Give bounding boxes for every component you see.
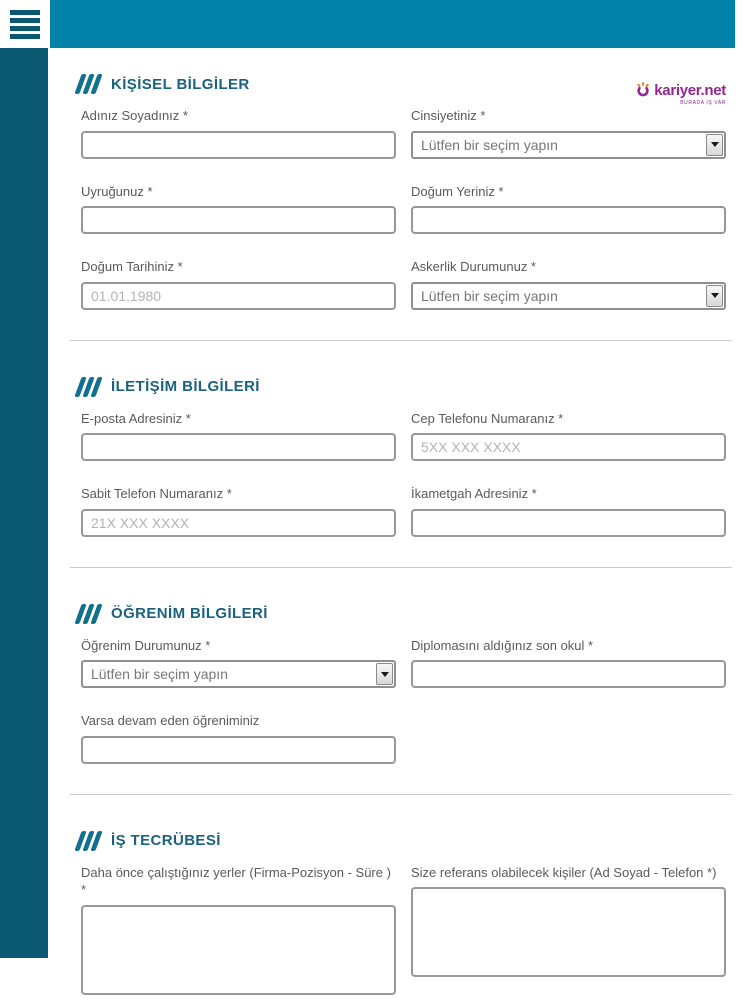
section-divider	[70, 340, 732, 341]
top-bar	[0, 0, 751, 48]
field-askerlik-durumunuz	[411, 258, 726, 310]
eposta-adresiniz-input[interactable]	[81, 433, 396, 461]
field-uyrugunuz	[81, 183, 396, 235]
form-content	[48, 48, 751, 958]
field-dogum-tarihiniz	[81, 258, 396, 310]
section-title-ogrenim-bilgileri	[48, 604, 751, 624]
dogum-yeriniz-input[interactable]	[411, 206, 726, 234]
section-is-tecrubesi	[48, 864, 751, 1000]
header-right-gap	[735, 0, 751, 48]
field-label: Adınız Soyadınız *	[81, 108, 188, 123]
field-cep-telefonu	[411, 410, 726, 462]
diploma-okul-input[interactable]	[411, 660, 726, 688]
field-dogum-yeriniz	[411, 183, 726, 235]
dogum-tarihiniz-input[interactable]	[81, 282, 396, 310]
ikametgah-adresiniz-input[interactable]	[411, 509, 726, 537]
field-label: Doğum Tarihiniz *	[81, 259, 183, 275]
devam-eden-ogrenim-input[interactable]	[81, 736, 396, 764]
logo-text: kariyer.net	[654, 82, 726, 99]
field-label: Sabit Telefon Numaranız *	[81, 486, 232, 502]
field-label: Doğum Yeriniz *	[411, 183, 504, 199]
triple-slash-icon	[74, 377, 102, 397]
adiniz-soyadiniz-input[interactable]	[81, 131, 396, 159]
select-value: Lütfen bir seçim yapın	[91, 666, 228, 683]
referans-kisiler-textarea[interactable]	[411, 887, 726, 977]
calistiginiz-yerler-textarea[interactable]	[81, 905, 396, 995]
sabit-telefon-input[interactable]	[81, 509, 396, 537]
kariyer-net-logo	[635, 82, 726, 106]
triple-slash-icon	[74, 831, 102, 851]
field-adiniz-soyadiniz	[81, 107, 396, 159]
section-ogrenim-bilgileri	[48, 637, 751, 764]
logo-tagline: BURADA İŞ VAR	[680, 100, 726, 106]
field-sabit-telefon	[81, 485, 396, 537]
field-label: Cinsiyetiniz *	[411, 108, 486, 123]
field-referans-kisiler	[411, 864, 726, 1000]
field-diploma-okul	[411, 637, 726, 689]
section-heading: İŞ TECRÜBESİ	[111, 832, 221, 850]
section-divider	[70, 794, 732, 795]
select-value: Lütfen bir seçim yapın	[421, 136, 558, 153]
field-label: Askerlik Durumunuz *	[411, 259, 536, 275]
uyrugunuz-input[interactable]	[81, 206, 396, 234]
field-ikametgah-adresiniz	[411, 485, 726, 537]
cep-telefonu-input[interactable]	[411, 433, 726, 461]
field-eposta-adresiniz	[81, 410, 396, 462]
menu-button[interactable]	[0, 0, 50, 48]
section-divider	[70, 567, 732, 568]
section-kisisel-bilgiler	[48, 107, 751, 310]
section-heading: KİŞİSEL BİLGİLER	[111, 75, 250, 93]
field-label: Diplomasını aldığınız son okul *	[411, 637, 594, 653]
field-cinsiyetiniz	[411, 107, 726, 159]
section-heading: İLETİŞİM BİLGİLERİ	[111, 378, 260, 396]
ogrenim-durumunuz-select[interactable]	[81, 660, 396, 688]
caret-down-icon[interactable]	[376, 663, 393, 685]
field-ogrenim-durumunuz	[81, 637, 396, 689]
field-label: Cep Telefonu Numaranız *	[411, 410, 564, 426]
field-label: Öğrenim Durumunuz *	[81, 637, 211, 653]
select-value: Lütfen bir seçim yapın	[421, 287, 558, 304]
section-heading: ÖĞRENİM BİLGİLERİ	[111, 605, 268, 623]
field-label: Uyruğunuz *	[81, 183, 153, 199]
cinsiyetiniz-select[interactable]	[411, 131, 726, 159]
field-devam-eden-ogrenim	[81, 712, 396, 764]
field-label: Daha önce çalıştığınız yerler (Firma-Pozisyon - Süre ) *	[81, 864, 391, 898]
kariyer-sun-icon	[635, 82, 651, 99]
field-label: E-posta Adresiniz *	[81, 410, 191, 426]
section-title-iletisim-bilgileri	[48, 377, 751, 397]
field-calistiginiz-yerler	[81, 864, 396, 1000]
askerlik-durumunuz-select[interactable]	[411, 282, 726, 310]
field-label: İkametgah Adresiniz *	[411, 486, 537, 502]
triple-slash-icon	[74, 74, 102, 94]
caret-down-icon[interactable]	[706, 134, 723, 156]
field-label: Size referans olabilecek kişiler (Ad Soyad - Telefon *)	[411, 864, 717, 880]
hamburger-icon	[10, 10, 40, 39]
section-title-is-tecrubesi	[48, 831, 751, 851]
triple-slash-icon	[74, 604, 102, 624]
sidebar	[0, 48, 48, 958]
field-label: Varsa devam eden öğreniminiz	[81, 713, 260, 729]
header-bar	[50, 0, 735, 48]
caret-down-icon[interactable]	[706, 285, 723, 307]
section-iletisim-bilgileri	[48, 410, 751, 537]
